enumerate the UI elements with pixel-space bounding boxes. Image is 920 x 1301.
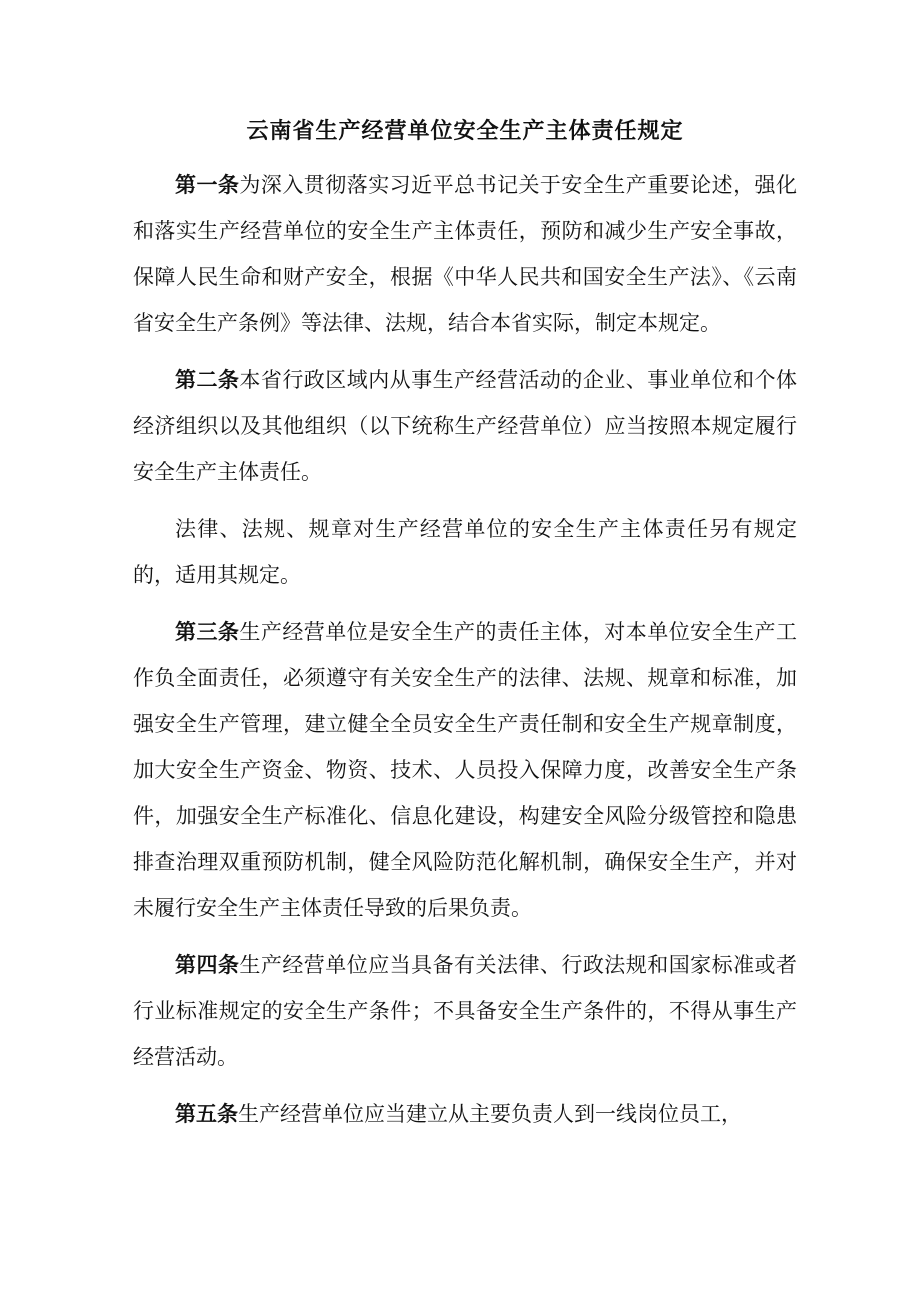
article-1-text: 为深入贯彻落实习近平总书记关于安全生产重要论述，强化和落实生产经营单位的安全生产主体责任，预防和减少生产安全事故，保障人民生命和财产安全，根据《中华人民共和国安全生产法》、《云南省安全生产条例》等法律、法规，结合本省实际，制定本规定。 xyxy=(133,173,798,335)
article-5-number: 第五条 xyxy=(175,1102,238,1126)
document-page xyxy=(133,112,797,1148)
article-3-text: 生产经营单位是安全生产的责任主体，对本单位安全生产工作负全面责任，必须遵守有关安全生产的法律、法规、规章和标准，加强安全生产管理，建立健全全员安全生产责任制和安全生产规章制度，加大安全生产资金、物资、技术、人员投入保障力度，改善安全生产条件，加强安全生产标准化、信息化建设，构建安全风险分级管控和隐患排查治理双重预防机制，健全风险防范化解机制，确保安全生产，并对未履行安全生产主体责任导致的后果负责。 xyxy=(133,620,798,920)
article-3-number: 第三条 xyxy=(175,620,240,644)
article-2-paragraph xyxy=(133,357,797,495)
article-1-paragraph xyxy=(133,162,797,346)
article-4-number: 第四条 xyxy=(175,953,240,977)
article-2-number: 第二条 xyxy=(175,368,240,392)
article-2-continuation-text: 法律、法规、规章对生产经营单位的安全生产主体责任另有规定的，适用其规定。 xyxy=(133,517,797,587)
article-5-paragraph xyxy=(133,1091,797,1137)
document-title: 云南省生产经营单位安全生产主体责任规定 xyxy=(246,119,684,144)
article-4-paragraph xyxy=(133,942,797,1080)
article-5-text: 生产经营单位应当建立从主要负责人到一线岗位员工， xyxy=(238,1102,742,1126)
article-2-text: 本省行政区域内从事生产经营活动的企业、事业单位和个体经济组织以及其他组织（以下统称生产经营单位）应当按照本规定履行安全生产主体责任。 xyxy=(133,368,798,484)
article-3-paragraph xyxy=(133,609,797,931)
article-1-number: 第一条 xyxy=(175,173,240,197)
article-2-continuation-paragraph xyxy=(133,506,797,598)
article-4-text: 生产经营单位应当具备有关法律、行政法规和国家标准或者行业标准规定的安全生产条件；不具备安全生产条件的，不得从事生产经营活动。 xyxy=(133,953,798,1069)
